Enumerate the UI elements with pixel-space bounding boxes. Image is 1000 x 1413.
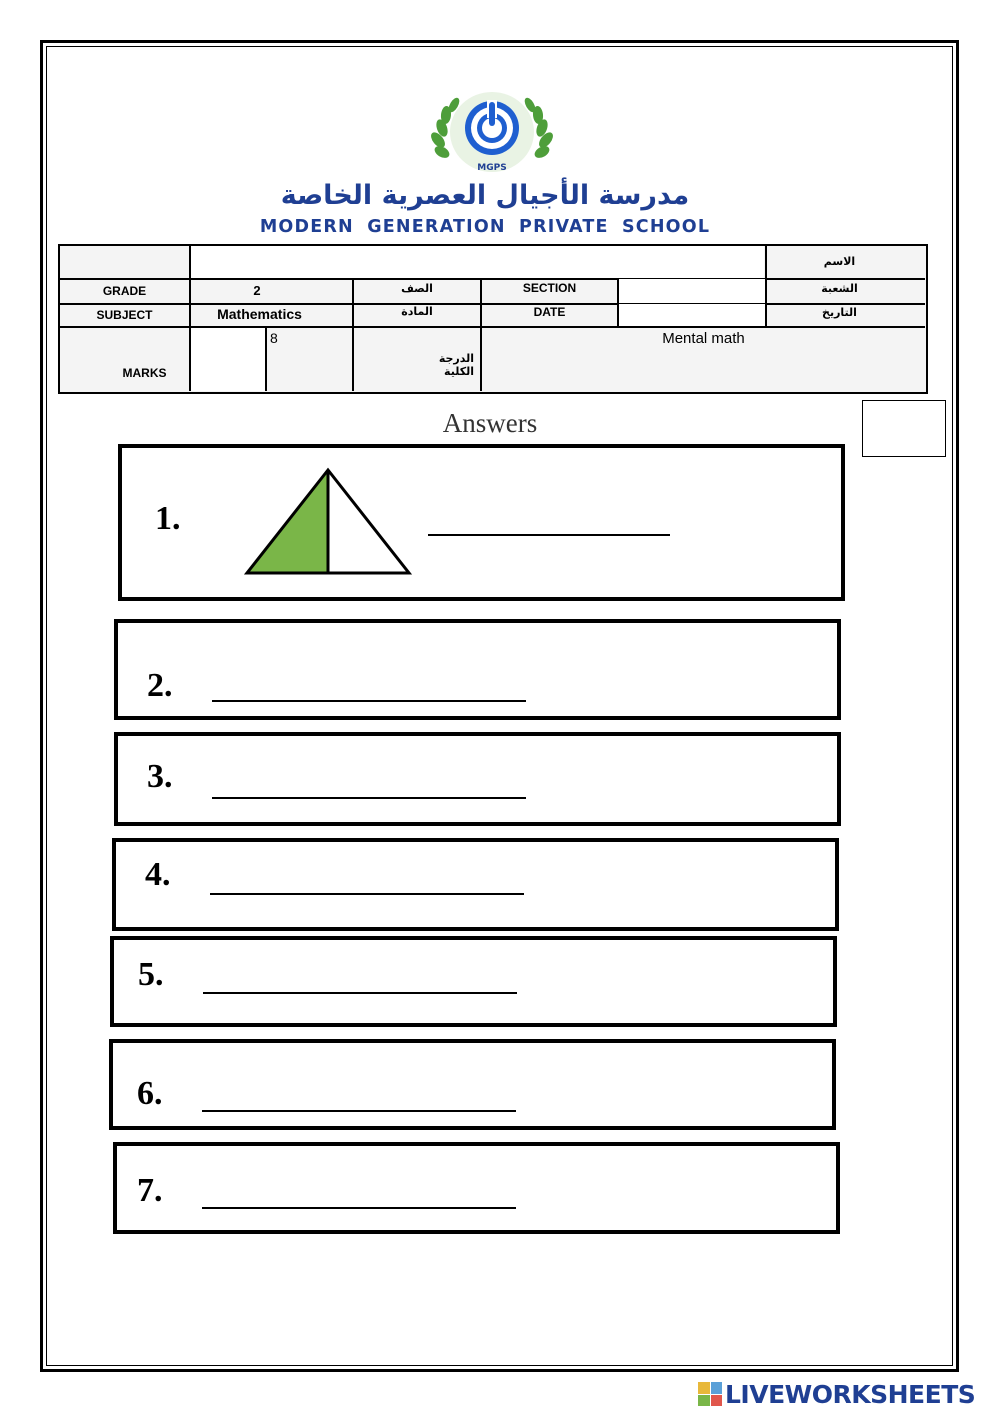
school-name-english: MODERN GENERATION PRIVATE SCHOOL (259, 217, 711, 237)
marks-label: MARKS (122, 366, 167, 380)
answer-line (428, 534, 670, 536)
answers-title: Answers (442, 408, 538, 438)
answer-box-7 (113, 1142, 840, 1234)
subject-value: Mathematics (217, 306, 302, 322)
answer-input-5[interactable] (203, 958, 517, 992)
grade-value: 2 (253, 283, 261, 298)
answer-input-1[interactable] (428, 500, 670, 534)
grade-label-ar: الصف (401, 282, 433, 295)
date-label-ar: التاريخ (822, 306, 857, 319)
answer-line (210, 893, 524, 895)
answer-line (203, 992, 517, 994)
section-label-ar: الشعبة (821, 282, 858, 295)
answer-line (202, 1207, 516, 1209)
answer-box-2 (114, 619, 841, 720)
answer-input-4[interactable] (210, 860, 524, 893)
answer-line (212, 797, 526, 799)
answer-box-4 (112, 838, 839, 931)
answer-box-1 (118, 444, 845, 601)
marks-field[interactable] (191, 328, 265, 391)
section-field[interactable] (619, 279, 765, 303)
subject-label: SUBJECT (96, 308, 153, 322)
answer-box-3 (114, 732, 841, 826)
topic-text: Mental math (662, 330, 745, 347)
date-label: DATE (533, 305, 566, 319)
answer-box-6 (109, 1039, 836, 1130)
answer-input-2[interactable] (212, 667, 526, 700)
triangle-fraction-figure (244, 466, 414, 578)
question-number: 7. (137, 1172, 163, 1209)
school-logo (428, 88, 556, 178)
question-number: 2. (147, 667, 173, 704)
student-info-table (58, 244, 928, 394)
question-number: 4. (145, 856, 171, 893)
question-number: 6. (137, 1075, 163, 1112)
marks-total: 8 (270, 330, 278, 346)
subject-label-ar: المادة (401, 305, 433, 318)
brand-text: LIVEWORKSHEETS (725, 1379, 976, 1409)
name-field[interactable] (191, 246, 764, 278)
school-name-arabic: مدرسة الأجيال العصرية الخاصة (280, 180, 690, 211)
logo-text: MGPS (477, 163, 507, 173)
total-grade-label-ar: الدرجة الكلية (438, 352, 474, 378)
answer-line (212, 700, 526, 702)
section-label: SECTION (522, 281, 577, 295)
liveworksheets-brand (698, 1378, 975, 1410)
answer-line (202, 1110, 516, 1112)
answer-input-3[interactable] (212, 762, 526, 797)
question-number: 3. (147, 758, 173, 795)
grade-label: GRADE (102, 284, 147, 298)
liveworksheets-logo-icon (698, 1382, 722, 1406)
date-field[interactable] (619, 304, 765, 326)
answer-input-6[interactable] (202, 1075, 516, 1110)
question-number: 5. (138, 956, 164, 993)
name-label-ar: الاسم (823, 255, 856, 268)
table-divider (265, 326, 267, 391)
answer-box-5 (110, 936, 837, 1027)
question-number: 1. (155, 500, 181, 537)
score-box[interactable] (862, 400, 946, 457)
answer-input-7[interactable] (202, 1172, 516, 1207)
